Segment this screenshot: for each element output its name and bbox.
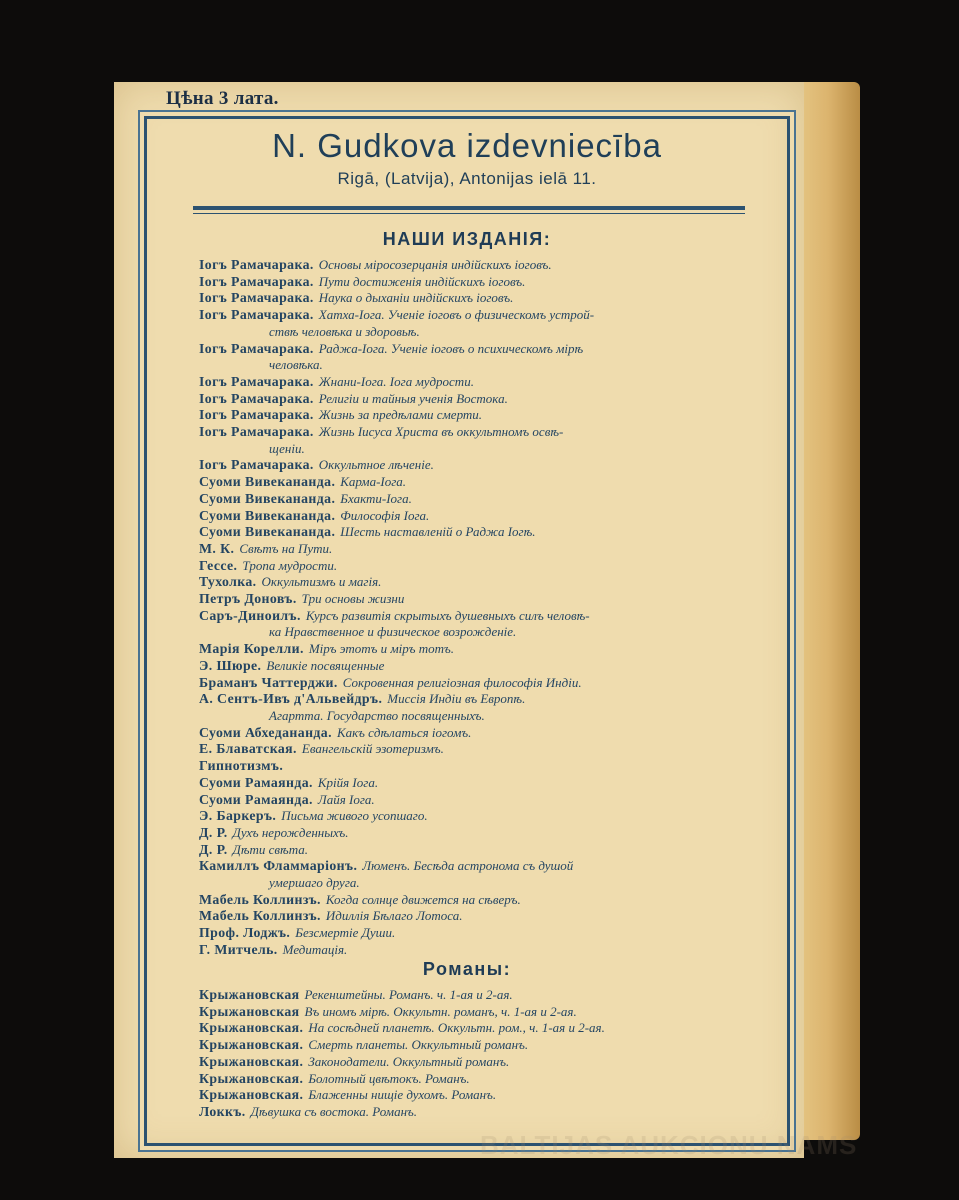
entry-author: Крыжановская	[199, 1003, 300, 1019]
entry-title: Философія Іога.	[340, 507, 430, 523]
list-item	[199, 908, 779, 925]
entry-title-continuation: Агартта. Государство посвященныхъ.	[269, 707, 485, 723]
list-item	[199, 1087, 779, 1104]
entry-author: Суоми Вивекананда.	[199, 474, 336, 490]
list-item	[199, 491, 779, 508]
list-item	[199, 391, 779, 408]
list-item	[199, 591, 779, 608]
entry-title: Хатха-Іога. Ученіе іоговъ о физическомъ устрой-	[318, 307, 595, 323]
entry-title: Въ иномъ мірѣ. Оккультн. романъ, ч. 1-ая и 2-ая.	[304, 1003, 577, 1019]
entry-title: Курсъ развитія скрытыхъ душевныхъ силъ человѣ-	[305, 607, 590, 623]
entry-author: Локкъ.	[199, 1103, 246, 1119]
entry-author: Суоми Вивекананда.	[199, 524, 336, 540]
entry-author: Д. Р.	[199, 841, 228, 857]
entry-author: Іогъ Рамачарака.	[199, 373, 314, 389]
list-item	[199, 1104, 779, 1121]
entry-author: Петръ Доновъ.	[199, 591, 297, 607]
entry-title: Дѣвушка съ востока. Романъ.	[250, 1103, 418, 1119]
entry-title: Какъ сдѣлаться іогомъ.	[336, 724, 472, 740]
entry-author: Камиллъ Фламмаріонъ.	[199, 858, 358, 874]
entry-author: Крыжановская.	[199, 1053, 304, 1069]
entry-author: Е. Блаватская.	[199, 741, 297, 757]
entry-author: Іогъ Рамачарака.	[199, 390, 314, 406]
entry-title: Лайя Іога.	[317, 791, 375, 807]
publisher-name: N. Gudkova izdevniecība	[272, 127, 662, 164]
list-item	[199, 892, 779, 909]
list-item	[199, 274, 779, 291]
list-item	[199, 541, 779, 558]
entry-title: Дѣти свѣта.	[232, 841, 309, 857]
entry-title: Жнани-Іога. Іога мудрости.	[318, 373, 474, 389]
entry-author: Іогъ Рамачарака.	[199, 407, 314, 423]
list-item	[199, 987, 779, 1004]
novels-heading: Романы:	[422, 959, 512, 979]
entry-title: Жизнь Іисуса Христа въ оккультномъ освѣ-	[318, 424, 564, 440]
frame-corner-ornament	[145, 1117, 173, 1145]
header-divider	[193, 206, 745, 210]
entry-author: Г. Митчель.	[199, 941, 278, 957]
entry-title: Крійя Іога.	[317, 774, 379, 790]
list-item	[199, 341, 779, 374]
list-item	[199, 508, 779, 525]
entry-title: Шесть наставленій о Раджа Іогѣ.	[340, 524, 536, 540]
entry-title: Болотный цвѣтокъ. Романъ.	[308, 1070, 470, 1086]
list-item	[199, 307, 779, 340]
entry-title-continuation: ка Нравственное и физическое возрожденіе.	[269, 624, 517, 640]
entry-title: Великіе посвященные	[266, 657, 385, 673]
list-item	[199, 407, 779, 424]
entry-author: Крыжановская	[199, 987, 300, 1002]
list-item	[199, 374, 779, 391]
entry-author: Іогъ Рамачарака.	[199, 340, 314, 356]
entry-title: Безсмертіе Души.	[295, 925, 396, 941]
entry-title: Жизнь за предѣлами смерти.	[318, 407, 483, 423]
entry-author: Гипнотизмъ.	[199, 758, 284, 774]
list-item	[199, 558, 779, 575]
entry-author: Іогъ Рамачарака.	[199, 424, 314, 440]
list-item	[199, 825, 779, 842]
list-item	[199, 842, 779, 859]
entry-author: Суоми Рамаянда.	[199, 791, 313, 807]
list-item	[199, 424, 779, 457]
entry-author: Мабель Коллинзъ.	[199, 891, 321, 907]
list-item	[199, 942, 779, 959]
list-item	[199, 675, 779, 692]
entry-author: Суоми Рамаянда.	[199, 774, 313, 790]
entry-title: Пути достиженія индійскихъ іоговъ.	[318, 273, 526, 289]
list-item	[199, 925, 779, 942]
entry-author: Крыжановская.	[199, 1037, 304, 1053]
entry-author: Браманъ Чаттерджи.	[199, 674, 338, 690]
list-item	[199, 574, 779, 591]
entry-title-continuation: ствѣ человѣка и здоровьѣ.	[269, 323, 420, 339]
list-item	[199, 858, 779, 891]
entry-title: Письма живого усопшаго.	[281, 808, 428, 824]
list-item	[199, 474, 779, 491]
entry-title: Міръ этотъ и міръ тотъ.	[308, 641, 455, 657]
list-item	[199, 725, 779, 742]
entry-title: Когда солнце движется на сѣверъ.	[325, 891, 521, 907]
entry-title: Медитація.	[282, 941, 348, 957]
entry-author: Іогъ Рамачарака.	[199, 457, 314, 473]
entry-title: Идиллія Бѣлаго Лотоса.	[325, 908, 463, 924]
list-item	[199, 608, 779, 641]
entry-title: Люменъ. Бесѣда астронома съ душой	[362, 858, 574, 874]
entry-author: Проф. Лоджъ.	[199, 925, 291, 941]
entry-title: Рекенштейны. Романъ. ч. 1-ая и 2-ая.	[304, 987, 513, 1002]
entry-author: Гессе.	[199, 557, 238, 573]
list-item	[199, 457, 779, 474]
list-item	[199, 775, 779, 792]
entry-author: Іогъ Рамачарака.	[199, 273, 314, 289]
entry-title-continuation: человѣка.	[269, 357, 323, 373]
entry-author: Саръ-Диноилъ.	[199, 607, 301, 623]
entry-title: Свѣтъ на Пути.	[239, 540, 333, 556]
list-item	[199, 691, 779, 724]
entry-title: Оккультизмъ и магія.	[261, 574, 382, 590]
list-item	[199, 1020, 779, 1037]
entry-author: Суоми Вивекананда.	[199, 490, 336, 506]
entry-title: Блаженны нищіе духомъ. Романъ.	[308, 1087, 497, 1103]
ornamental-frame	[144, 116, 790, 1146]
entry-author: Іогъ Рамачарака.	[199, 257, 314, 272]
publications-list	[199, 257, 779, 959]
entry-author: Д. Р.	[199, 824, 228, 840]
entry-author: Крыжановская.	[199, 1020, 304, 1036]
entry-author: Іогъ Рамачарака.	[199, 307, 314, 323]
book-back-cover	[114, 82, 804, 1158]
entry-title: Законодатели. Оккультный романъ.	[308, 1053, 510, 1069]
list-item	[199, 792, 779, 809]
entry-title: Смерть планеты. Оккультный романъ.	[308, 1037, 529, 1053]
novels-list	[199, 987, 779, 1121]
entry-title-continuation: щеніи.	[269, 440, 305, 456]
entry-title: Тропа мудрости.	[242, 557, 338, 573]
entry-title: Религіи и тайныя ученія Востока.	[318, 390, 508, 406]
entry-author: Крыжановская.	[199, 1087, 304, 1103]
list-item	[199, 1071, 779, 1088]
entry-title: Бхакти-Іога.	[340, 490, 412, 506]
entry-title-continuation: умершаго друга.	[269, 875, 360, 891]
list-item	[199, 1054, 779, 1071]
entry-title: Три основы жизни	[301, 591, 405, 607]
list-item	[199, 641, 779, 658]
entry-title: Миссія Индіи въ Европѣ.	[387, 691, 526, 707]
list-item	[199, 658, 779, 675]
entry-title: Сокровенная религіозная философія Индіи.	[342, 674, 582, 690]
publications-heading: НАШИ ИЗДАНІЯ:	[382, 229, 552, 249]
entry-title: Евангельскій эзотеризмъ.	[301, 741, 444, 757]
entry-author: Іогъ Рамачарака.	[199, 290, 314, 306]
entry-author: Э. Баркеръ.	[199, 808, 277, 824]
entry-author: Мабель Коллинзъ.	[199, 908, 321, 924]
auction-watermark: BALTIJAS AUKCIONU NAMS	[480, 1130, 858, 1160]
list-item	[199, 808, 779, 825]
list-item	[199, 758, 779, 775]
entry-author: А. Сентъ-Ивъ д'Альвейдръ.	[199, 691, 383, 707]
list-item	[199, 524, 779, 541]
header-divider-thin	[193, 213, 745, 214]
entry-author: Тухолка.	[199, 574, 257, 590]
entry-author: Э. Шюре.	[199, 657, 262, 673]
list-item	[199, 290, 779, 307]
entry-author: Крыжановская.	[199, 1070, 304, 1086]
entry-author: Суоми Абхедананда.	[199, 724, 332, 740]
entry-author: Суоми Вивекананда.	[199, 507, 336, 523]
entry-title: На сосѣдней планетѣ. Оккультн. ром., ч. 1-ая и 2-ая.	[308, 1020, 605, 1036]
entry-title: Наука о дыханіи индійскихъ іоговъ.	[318, 290, 514, 306]
entry-author: Марія Корелли.	[199, 641, 304, 657]
entry-title: Оккультное лѣченіе.	[318, 457, 434, 473]
price-label: Цѣна 3 лата.	[166, 88, 279, 109]
entry-title: Карма-Іога.	[340, 474, 407, 490]
entry-author: М. К.	[199, 540, 235, 556]
list-item	[199, 1004, 779, 1021]
list-item	[199, 1037, 779, 1054]
list-item	[199, 741, 779, 758]
entry-title: Духъ нерожденныхъ.	[232, 824, 349, 840]
publisher-address: Rigā, (Latvija), Antonijas ielā 11.	[337, 169, 597, 188]
list-item	[199, 257, 779, 274]
entry-title: Раджа-Іога. Ученіе іоговъ о психическомъ мірѣ	[318, 340, 584, 356]
entry-title: Основы міросозерцанія индійскихъ іоговъ.	[318, 257, 552, 272]
